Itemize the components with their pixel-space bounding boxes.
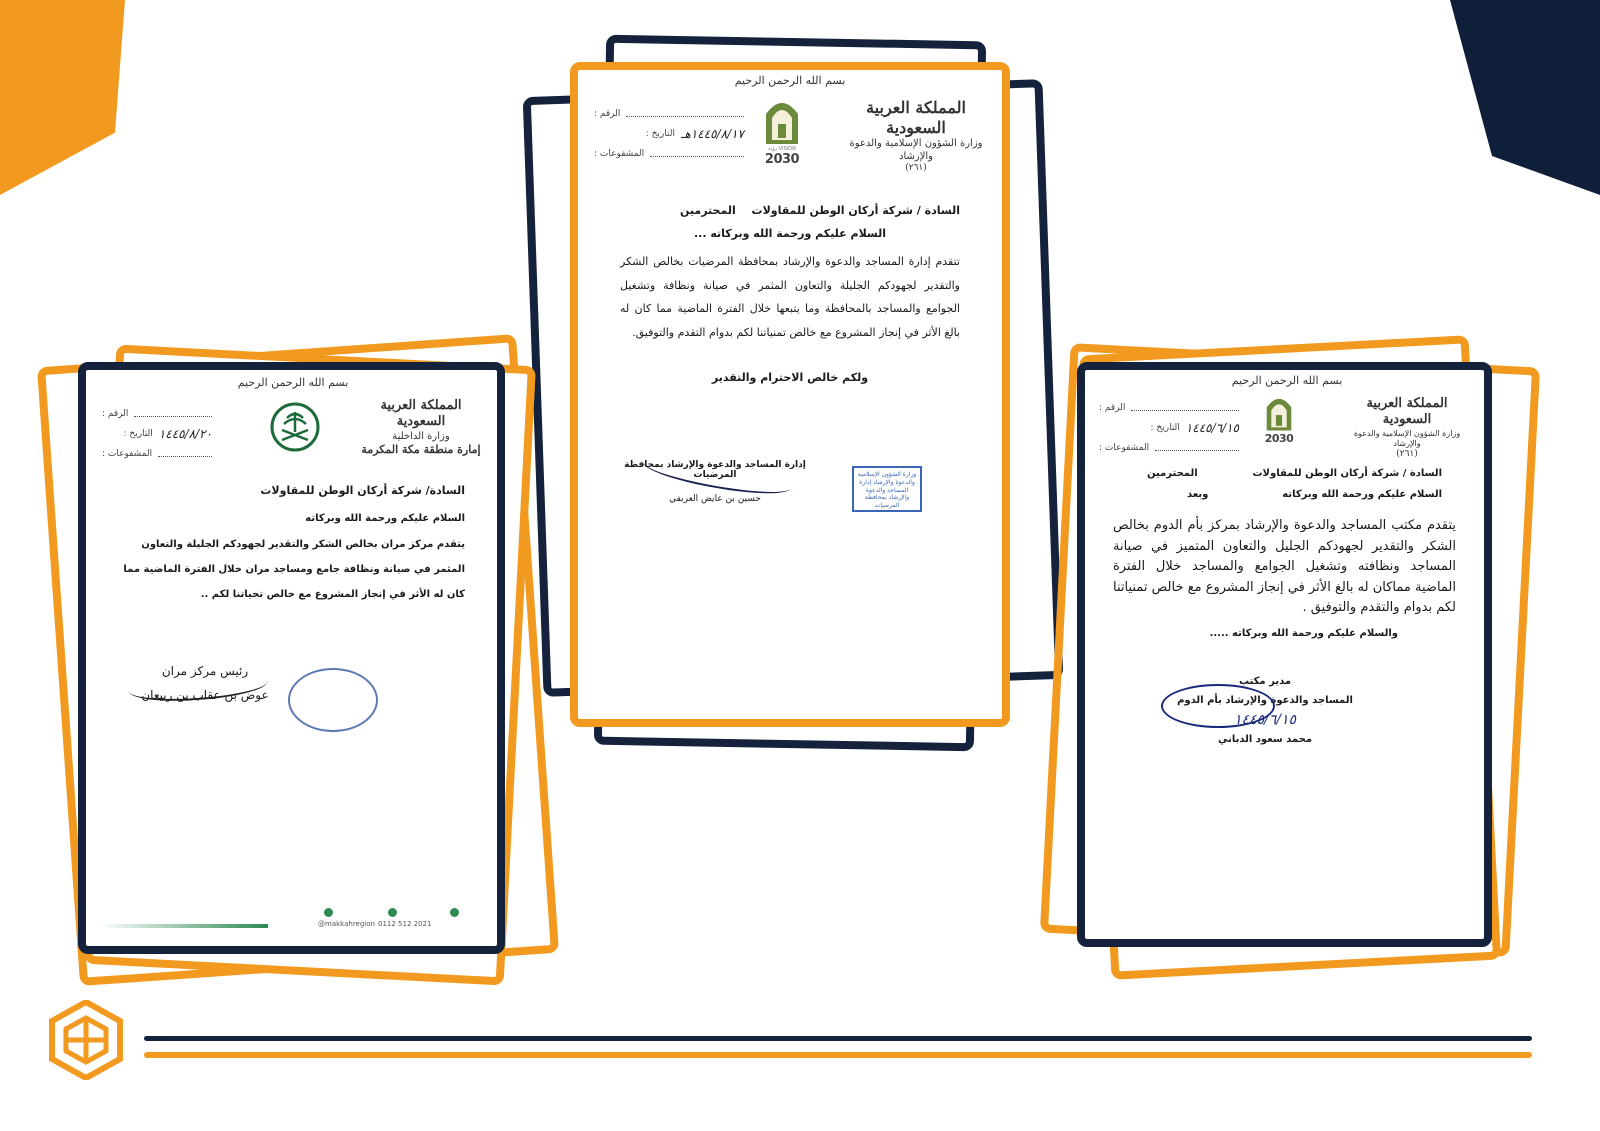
footer-location-icon (450, 908, 459, 917)
meta-attachments-label: المشفوعات : (594, 149, 645, 159)
ministry-line-3: إمارة منطقة مكة المكرمة (361, 443, 481, 456)
signature-title-1: مدير مكتب (1238, 676, 1292, 687)
letter-body: يتقدم مركز مران بخالص الشكر والتقدير لجهودكم الجليلة والتعاون المثمر في صيانة ونظافة جامع ومساجد مران خلال الفترة الماضية مما كان له الأثر في إنجاز المشروع مع خالص تحياتنا لكم .. (123, 539, 465, 600)
ministry-number: (٢٦١) (1396, 448, 1418, 459)
meta-number-label: الرقم : (102, 409, 129, 419)
honorific: المحترمين (680, 204, 736, 217)
signature-title: رئيس مركز مران (161, 664, 249, 678)
basmala: بسم الله الرحمن الرحيم (1231, 374, 1343, 387)
letter-body: يتقدم مكتب المساجد والدعوة والإرشاد بمركز بأم الدوم بخالص الشكر والتقدير لجهودكم الجليل والتعاون المتميز في صيانة المساجد ونظافته وتشغيل الجوامع والمساجد خلال الفترة الماضية مماكان له بالغ الأثر في إنجاز المشروع مع خالص تمنياتنا لكم بدوام والتقدم والتوفيق . (1113, 518, 1456, 616)
basmala: بسم الله الرحمن الرحيم (734, 74, 846, 87)
footer-phone-icon (388, 908, 397, 917)
ministry-line-2: وزارة الشؤون الإسلامية والدعوة والإرشاد (1353, 428, 1461, 448)
handwritten-signature (1161, 684, 1275, 728)
letter-right (1087, 372, 1482, 938)
ministry-line-1: المملكة العربية السعودية (1366, 396, 1448, 428)
signature-date: ١٤٤٥/٦/١٥ (1233, 712, 1297, 728)
letter-header (1087, 372, 1482, 482)
footer-line-orange (144, 1052, 1532, 1058)
addressee: السادة / شركة أركان الوطن للمقاولات (751, 204, 960, 217)
footer-social: @makkahregion (318, 920, 375, 928)
vision-label: VISION رؤية (768, 146, 796, 152)
after-greeting: وبعد (1187, 489, 1209, 500)
meta-date-label: التاريخ : (645, 129, 675, 139)
ministry-heading (1342, 396, 1472, 460)
honorific: المحترمين (1147, 468, 1198, 479)
letter-body: تتقدم إدارة المساجد والدعوة والإرشاد بمحافظة المرضيات بخالص الشكر والتقدير لجهودكم الجليلة والتعاون المثمر في صيانة ونظافة وتشغيل الجوامع والمساجد بالمحافظة وما يتبعها خلال الفترة الماضية مما كان له بالغ الأثر في إنجاز المشروع مع خالص تمنياتنا لكم بدوام التقدم والتوفيق. (620, 255, 960, 339)
meta-date-label: التاريخ : (1150, 423, 1180, 433)
signature-name: عوض بن عقاب بن ربيعان (141, 688, 269, 702)
signature-name: حسين بن عايض العريفي (669, 494, 761, 504)
meta-date-value: ١٤٤٥/٨/١٧هـ (680, 127, 744, 141)
footer-web-icon (324, 908, 333, 917)
palm-swords-emblem-icon (270, 402, 320, 452)
footer-line-navy (144, 1036, 1532, 1041)
ministry-line-2: وزارة الشؤون الإسلامية والدعوة والإرشاد (849, 138, 983, 162)
vision-2030-logo: 2030 (764, 152, 800, 167)
letter-left (88, 372, 495, 946)
footer-phone: 0112 512 2021 (378, 920, 432, 928)
basmala: بسم الله الرحمن الرحيم (237, 376, 349, 389)
ministry-line-1: المملكة العربية السعودية (380, 398, 462, 430)
meta-attachments-label: المشفوعات : (1099, 443, 1150, 453)
official-round-stamp (288, 668, 378, 732)
ministry-line-2: وزارة الداخلية (392, 430, 450, 442)
addressee: السادة / شركة أركان الوطن للمقاولات (1252, 468, 1442, 479)
meta-date-value: ١٤٤٥/٨/٢٠ (158, 427, 212, 441)
letter-footer (98, 908, 485, 930)
mosque-emblem-icon (1263, 392, 1295, 432)
meta-number-label: الرقم : (1099, 403, 1126, 413)
corner-accent-navy (1450, 0, 1600, 195)
official-stamp: وزارة الشؤون الإسلامية والدعوة والإرشاد إدارة المساجد والدعوة والإرشاد بمحافظة المرضيات (852, 466, 922, 512)
meta-attachments-label: المشفوعات : (102, 449, 153, 459)
meta-date-value: ١٤٤٥/٦/١٥ (1185, 421, 1239, 435)
greeting: السلام عليكم ورحمة الله وبركاته ... (693, 227, 887, 240)
ministry-emblem (1263, 392, 1295, 445)
closing: ولكم خالص الاحترام والتقدير (711, 370, 869, 384)
mosque-emblem-icon (762, 94, 802, 146)
signature-title: إدارة المساجد والدعوة والإرشاد بمحافظة المرضيات (624, 460, 806, 480)
ministry-heading (361, 398, 481, 457)
corner-accent-orange (0, 0, 125, 195)
letter-header (88, 372, 495, 482)
letter-header (580, 70, 1000, 180)
company-logo-icon (48, 1000, 124, 1080)
meta-number-label: الرقم : (594, 109, 621, 119)
signature-title-2: المساجد والدعوة والإرشاد بأم الدوم (1177, 695, 1353, 706)
letter-meta (102, 404, 212, 464)
saudi-emblem (270, 402, 320, 452)
closing: والسلام عليكم ورحمة الله وبركاته ..... (1209, 628, 1398, 639)
ministry-heading (846, 98, 986, 174)
letter-meta (1099, 398, 1239, 458)
greeting: السلام عليكم ورحمة الله وبركاته (305, 513, 465, 524)
ministry-number: (٢٦١) (905, 163, 927, 173)
ministry-emblem (762, 94, 802, 167)
letter-meta (594, 104, 744, 164)
signature-name: محمد سعود الدباني (1217, 734, 1313, 745)
addressee: السادة/ شركة أركان الوطن للمقاولات (260, 484, 465, 497)
greeting: السلام عليكم ورحمة الله وبركاته (1282, 489, 1442, 500)
letter-center (580, 70, 1000, 718)
ministry-line-1: المملكة العربية السعودية (866, 98, 966, 137)
meta-date-label: التاريخ : (123, 429, 153, 439)
vision-2030-logo: 2030 (1264, 432, 1294, 445)
